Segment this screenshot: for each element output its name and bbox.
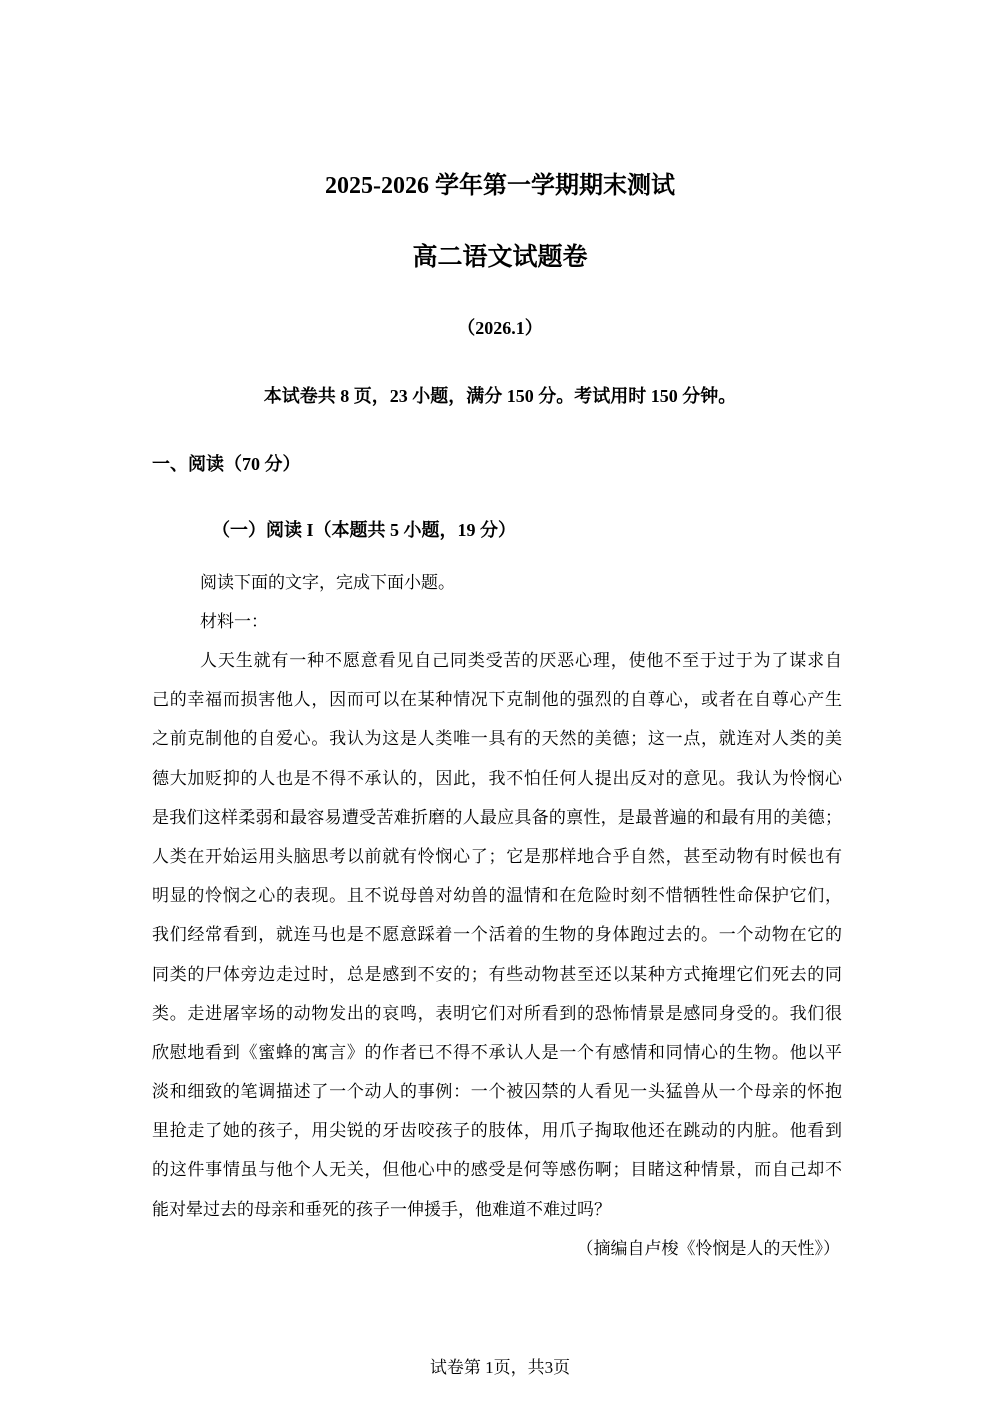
passage-line: 同类的尸体旁边走过时，总是感到不安的；有些动物甚至还以某种方式掩埋它们死去的同 (152, 964, 842, 985)
passage-line: 是我们这样柔弱和最容易遭受苦难折磨的人最应具备的禀性，是最普遍的和最有用的美德； (152, 807, 842, 828)
passage-source: （摘编自卢梭《怜悯是人的天性》） (576, 1239, 840, 1259)
passage-line: 里抢走了她的孩子，用尖锐的牙齿咬孩子的肢体，用爪子掏取他还在跳动的内脏。他看到 (152, 1121, 842, 1142)
passage-line: 的这件事情虽与他个人无关，但他心中的感受是何等感伤啊；目睹这种情景，而自己却不 (152, 1160, 842, 1181)
passage-line: 我们经常看到，就连马也是不愿意踩着一个活着的生物的身体跑过去的。一个动物在它的 (152, 925, 842, 946)
passage-line: 人天生就有一种不愿意看见自己同类受苦的厌恶心理，使他不至于过于为了谋求自 (200, 651, 842, 671)
passage-text (152, 648, 842, 1236)
reading-instruction: 阅读下面的文字，完成下面小题。 (200, 573, 455, 593)
page-footer: 试卷第 1页，共3页 (429, 1358, 571, 1377)
passage-line: 能对晕过去的母亲和垂死的孩子一伸援手，他难道不难过吗？ (152, 1199, 611, 1220)
passage-line: 淡和细致的笔调描述了一个动人的事例：一个被囚禁的人看见一头猛兽从一个母亲的怀抱 (152, 1082, 842, 1103)
passage-line: 之前克制他的自爱心。我认为这是人类唯一具有的天然的美德；这一点，就连对人类的美 (152, 729, 842, 750)
subsection-heading: （一）阅读 I（本题共 5 小题，19 分） (212, 520, 517, 540)
passage-line: 人类在开始运用头脑思考以前就有怜悯心了；它是那样地合乎自然，甚至动物有时候也有 (152, 846, 842, 867)
passage-line: 欣慰地看到《蜜蜂的寓言》的作者已不得不承认人是一个有感情和同情心的生物。他以平 (152, 1042, 842, 1063)
exam-title: 2025-2026 学年第一学期期末测试 (325, 173, 675, 199)
exam-subtitle: 高二语文试题卷 (412, 244, 588, 271)
passage-line: 德大加贬抑的人也是不得不承认的，因此，我不怕任何人提出反对的意见。我认为怜悯心 (152, 768, 842, 789)
material-label: 材料一： (200, 612, 268, 632)
passage-line: 明显的怜悯之心的表现。且不说母兽对幼兽的温情和在危险时刻不惜牺牲性命保护它们， (152, 886, 842, 907)
exam-info: 本试卷共 8 页，23 小题，满分 150 分。考试用时 150 分钟。 (263, 386, 737, 406)
passage-line: 类。走进屠宰场的动物发出的哀鸣，表明它们对所看到的恐怖情景是感同身受的。我们很 (152, 1003, 842, 1024)
section-heading: 一、阅读（70 分） (152, 454, 301, 474)
exam-date: （2026.1） (457, 318, 543, 338)
passage-line: 己的幸福而损害他人，因而可以在某种情况下克制他的强烈的自尊心，或者在自尊心产生 (152, 690, 842, 711)
